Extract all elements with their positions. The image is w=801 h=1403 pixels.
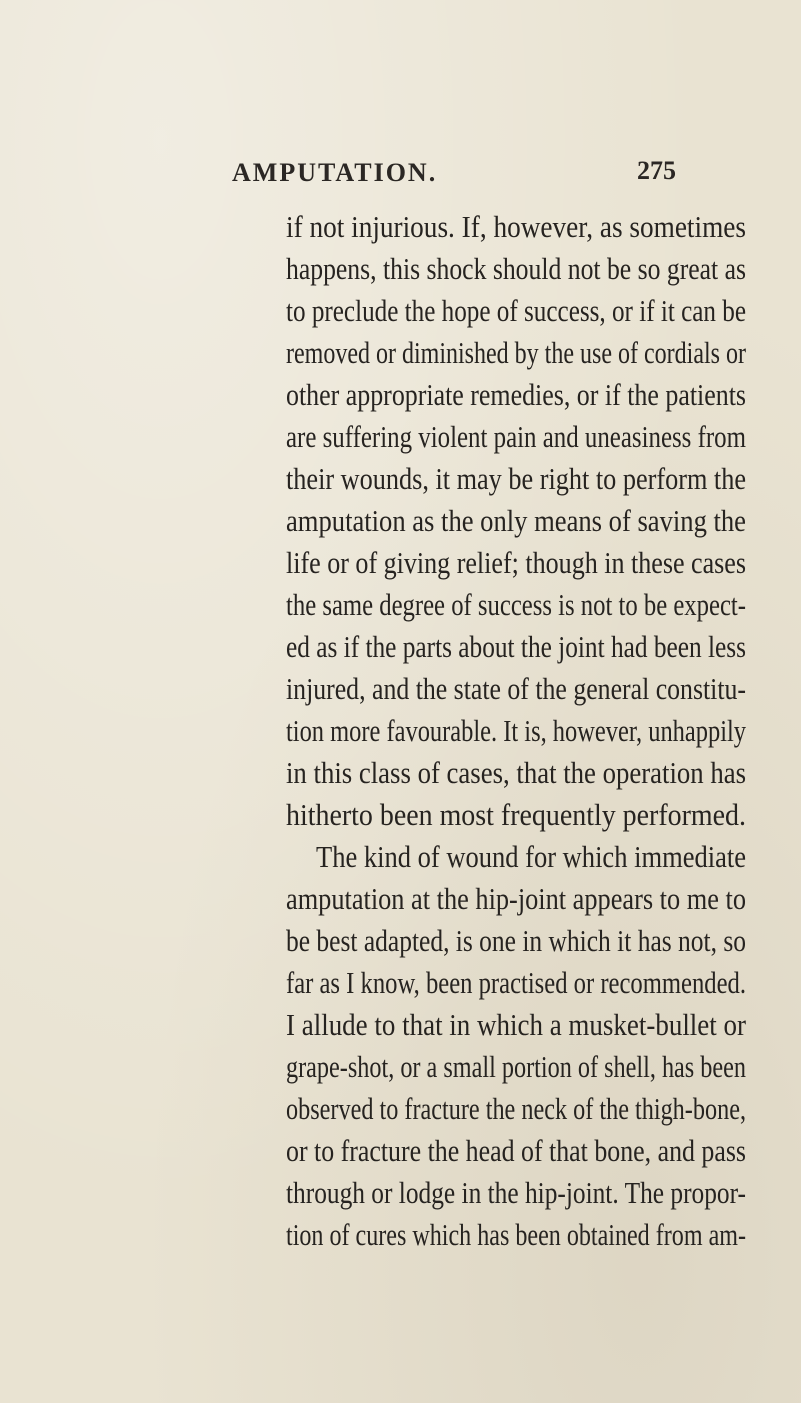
text-line: other appropriate remedies, or if the patients — [286, 378, 746, 412]
text-line: ed as if the parts about the joint had been less — [286, 630, 746, 664]
text-line: amputation at the hip-joint appears to me to — [286, 882, 746, 916]
text-line: are suffering violent pain and uneasiness from — [286, 420, 746, 454]
text-line: or to fracture the head of that bone, and pass — [286, 1134, 746, 1168]
text-line: through or lodge in the hip-joint. The propor- — [286, 1176, 746, 1210]
text-line: I allude to that in which a musket-bullet or — [286, 1008, 746, 1042]
text-line: the same degree of success is not to be expect- — [286, 588, 746, 622]
text-line: far as I know, been practised or recommended. — [286, 966, 746, 1000]
text-line: removed or diminished by the use of cordials or — [286, 336, 746, 370]
text-line: happens, this shock should not be so great as — [286, 252, 746, 286]
text-line: life or of giving relief; though in these cases — [286, 546, 746, 580]
text-line: be best adapted, is one in which it has not, so — [286, 924, 746, 958]
text-line: tion of cures which has been obtained from am- — [286, 1218, 746, 1252]
running-head: AMPUTATION. — [232, 158, 438, 187]
text-line: injured, and the state of the general constitu- — [286, 672, 746, 706]
text-line: to preclude the hope of success, or if it can be — [286, 294, 746, 328]
text-line: their wounds, it may be right to perform the — [286, 462, 746, 496]
page-number: 275 — [637, 156, 676, 185]
text-line: hitherto been most frequently performed. — [286, 798, 746, 832]
text-line: in this class of cases, that the operation has — [286, 756, 746, 790]
text-line: tion more favourable. It is, however, unhappily — [286, 714, 746, 748]
text-line: grape-shot, or a small portion of shell, has been — [286, 1050, 746, 1084]
text-line: amputation as the only means of saving the — [286, 504, 746, 538]
text-line: The kind of wound for which immediate — [316, 840, 746, 874]
text-line: if not injurious. If, however, as sometimes — [286, 210, 746, 244]
text-line: observed to fracture the neck of the thigh-bone, — [286, 1092, 746, 1126]
